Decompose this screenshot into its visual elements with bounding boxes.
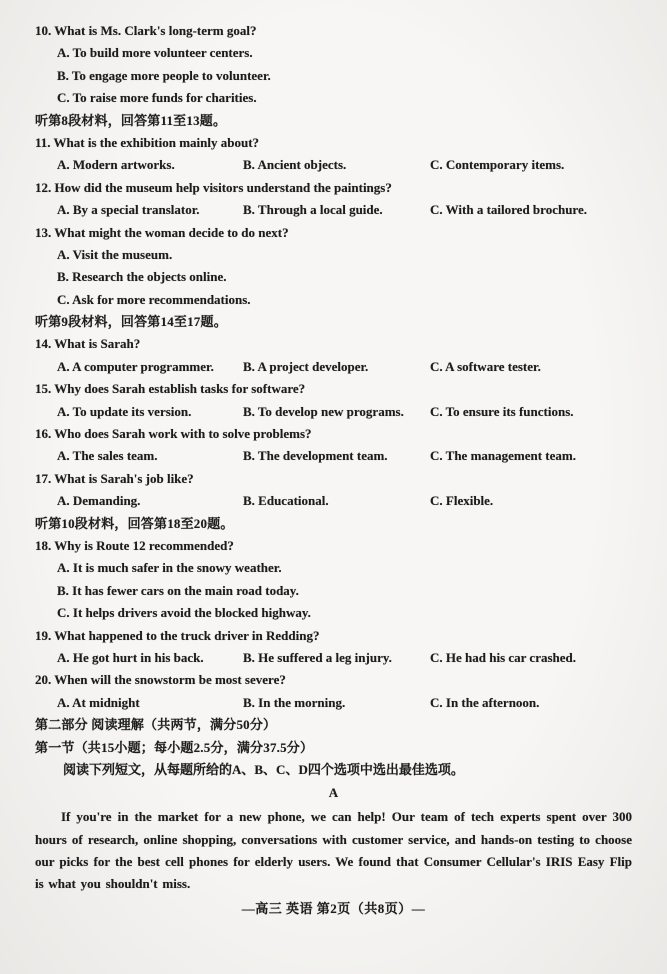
- question-16-option-b: B. The development team.: [243, 448, 388, 464]
- question-14-options: [35, 356, 632, 378]
- question-10: 10. What is Ms. Clark's long-term goal?: [35, 23, 257, 38]
- question-17-option-b: B. Educational.: [243, 493, 329, 509]
- question-14: 14. What is Sarah?: [35, 336, 141, 352]
- question-16-option-a: A. The sales team.: [57, 448, 158, 464]
- question-20-option-c: C. In the afternoon.: [430, 694, 540, 710]
- exam-page: [35, 20, 632, 921]
- question-13: 13. What might the woman decide to do next?: [35, 224, 289, 240]
- question-12-option-c: C. With a tailored brochure.: [430, 202, 587, 218]
- question-15: 15. Why does Sarah establish tasks for software?: [35, 381, 306, 397]
- question-14-option-b: B. A project developer.: [243, 358, 369, 374]
- part-2-header: 第二部分 阅读理解（共两节，满分50分）: [35, 717, 277, 733]
- question-17-option-c: C. Flexible.: [430, 493, 494, 509]
- question-17-option-a: A. Demanding.: [57, 493, 141, 509]
- question-10-option-c: C. To raise more funds for charities.: [57, 90, 257, 106]
- question-14-option-c: C. A software tester.: [430, 358, 541, 374]
- question-20-options: [35, 692, 632, 714]
- material-8-heading: 听第8段材料，回答第11至13题。: [35, 112, 227, 128]
- question-11-option-a: A. Modern artworks.: [57, 157, 175, 173]
- reading-instruction: 阅读下列短文，从每题所给的A、B、C、D四个选项中选出最佳选项。: [63, 761, 464, 777]
- question-11: 11. What is the exhibition mainly about?: [35, 134, 260, 150]
- question-17: 17. What is Sarah's job like?: [35, 470, 194, 486]
- question-14-option-a: A. A computer programmer.: [57, 358, 214, 374]
- question-15-option-a: A. To update its version.: [57, 403, 192, 419]
- question-11-options: [35, 154, 632, 176]
- question-16-option-c: C. The management team.: [430, 448, 576, 464]
- question-18-option-b: B. It has fewer cars on the main road today.: [57, 582, 299, 598]
- material-9-heading: 听第9段材料，回答第14至17题。: [35, 314, 227, 330]
- question-16: 16. Who does Sarah work with to solve problems?: [35, 426, 312, 442]
- question-10-option-a: A. To build more volunteer centers.: [57, 45, 253, 61]
- question-11-option-c: C. Contemporary items.: [430, 157, 565, 173]
- question-12: 12. How did the museum help visitors understand the paintings?: [35, 179, 392, 195]
- question-16-options: [35, 445, 632, 467]
- question-13-option-c: C. Ask for more recommendations.: [57, 291, 251, 307]
- question-13-option-a: A. Visit the museum.: [57, 246, 173, 262]
- passage-a-label: A: [328, 785, 339, 801]
- question-19-options: [35, 647, 632, 669]
- question-17-options: [35, 490, 632, 512]
- part-2-section-1-header: 第一节（共15小题；每小题2.5分，满分37.5分）: [35, 739, 314, 755]
- question-18: 18. Why is Route 12 recommended?: [35, 537, 234, 553]
- question-19-option-c: C. He had his car crashed.: [430, 649, 577, 665]
- question-12-option-b: B. Through a local guide.: [243, 202, 383, 218]
- question-11-option-b: B. Ancient objects.: [243, 157, 347, 173]
- question-15-options: [35, 401, 632, 423]
- question-19-option-b: B. He suffered a leg injury.: [243, 649, 392, 665]
- material-10-heading: 听第10段材料，回答第18至20题。: [35, 515, 234, 531]
- question-20: 20. When will the snowstorm be most severe?: [35, 672, 286, 688]
- page-footer: —高三 英语 第2页（共8页）—: [241, 901, 426, 917]
- question-20-option-a: A. At midnight: [57, 694, 140, 710]
- question-19: 19. What happened to the truck driver in Redding?: [35, 627, 320, 643]
- question-19-option-a: A. He got hurt in his back.: [57, 649, 204, 665]
- question-18-option-c: C. It helps drivers avoid the blocked highway.: [57, 605, 311, 621]
- question-15-option-b: B. To develop new programs.: [243, 403, 404, 419]
- question-10-option-b: B. To engage more people to volunteer.: [57, 67, 271, 83]
- question-13-option-b: B. Research the objects online.: [57, 269, 227, 285]
- passage-a-paragraph: If you're in the market for a new phone, we can help! Our team of tech experts spent over 300 hours of research, online shopping, conversations with customer service, and hands-on testing to choose our picks for the best cell phones for elderly users. We found that Consumer Cellular's IRIS Easy Flip is what you shouldn't miss.: [35, 809, 632, 892]
- question-15-option-c: C. To ensure its functions.: [430, 403, 574, 419]
- question-12-option-a: A. By a special translator.: [57, 202, 200, 218]
- question-20-option-b: B. In the morning.: [243, 694, 346, 710]
- question-18-option-a: A. It is much safer in the snowy weather.: [57, 560, 282, 576]
- question-12-options: [35, 199, 632, 221]
